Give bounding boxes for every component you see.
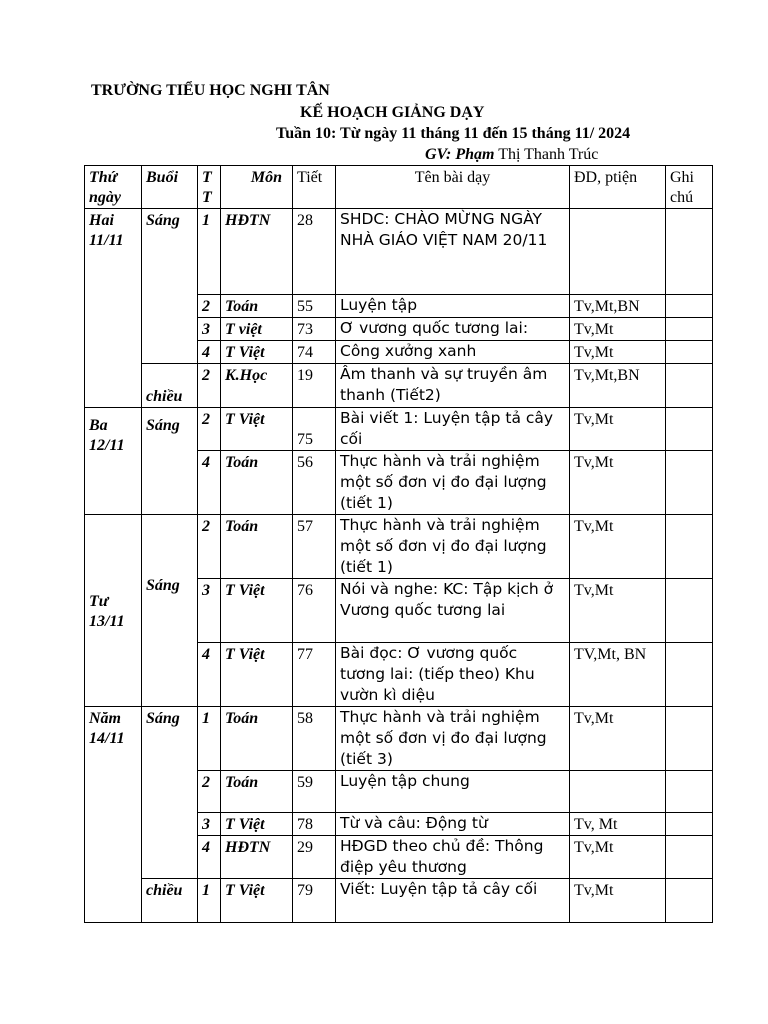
note-cell [666,364,713,408]
subject-cell: Toán [221,707,293,771]
table-row [85,879,713,923]
lesson-cell: Viết: Luyện tập tả cây cối [336,879,570,923]
lesson-cell: Bài đọc: Ơ vương quốc tương lai: (tiếp theo) Khu vườn kì diệu [336,643,570,707]
lesson-cell: Luyện tập chung [336,771,570,813]
period-cell: 59 [293,771,336,813]
period-cell: 76 [293,579,336,643]
subject-cell: T việt [221,318,293,341]
order-cell: 4 [198,451,221,515]
order-cell: 3 [198,813,221,836]
order-cell: 4 [198,836,221,879]
day-cell: Ba 12/11 [85,408,142,515]
period-cell: 75 [293,408,336,451]
header-row [85,166,713,209]
day-cell: Năm 14/11 [85,707,142,923]
note-cell [666,408,713,451]
subject-cell: T Việt [221,643,293,707]
equipment-cell: TV,Mt, BN [570,643,666,707]
note-cell [666,209,713,295]
subject-cell: T Việt [221,408,293,451]
note-cell [666,879,713,923]
teacher-line [425,146,598,164]
day-cell: Tư 13/11 [85,515,142,707]
period-cell: 77 [293,643,336,707]
equipment-cell: Tv,Mt [570,451,666,515]
lesson-cell: Bài viết 1: Luyện tập tả cây cối [336,408,570,451]
session-cell: Sáng [142,209,198,364]
school-name: TRƯỜNG TIỂU HỌC NGHI TÂN [91,82,330,99]
subject-cell: Toán [221,451,293,515]
note-cell [666,451,713,515]
header-equipment: ĐD, ptiện [570,166,666,209]
subject-cell: HĐTN [221,209,293,295]
note-cell [666,707,713,771]
table-row [85,408,713,451]
header-day: Thứ ngày [85,166,142,209]
order-cell: 3 [198,579,221,643]
period-cell: 78 [293,813,336,836]
period-cell: 19 [293,364,336,408]
order-cell: 4 [198,643,221,707]
teaching-schedule-table [84,165,713,923]
subject-cell: T Việt [221,813,293,836]
subject-cell: Toán [221,771,293,813]
session-cell: Sáng [142,408,198,515]
period-cell: 57 [293,515,336,579]
subject-cell: T Việt [221,879,293,923]
lesson-cell: Thực hành và trải nghiệm một số đơn vị đo đại lượng (tiết 3) [336,707,570,771]
session-cell: chiều [142,879,198,923]
order-cell: 2 [198,364,221,408]
lesson-cell: Âm thanh và sự truyền âm thanh (Tiết2) [336,364,570,408]
order-cell: 2 [198,771,221,813]
note-cell [666,771,713,813]
note-cell [666,341,713,364]
subject-cell: Toán [221,295,293,318]
day-cell: Hai 11/11 [85,209,142,408]
note-cell [666,836,713,879]
order-cell: 1 [198,209,221,295]
period-cell: 29 [293,836,336,879]
order-cell: 4 [198,341,221,364]
header-order: T T [198,166,221,209]
period-cell: 79 [293,879,336,923]
period-cell: 56 [293,451,336,515]
note-cell [666,579,713,643]
period-cell: 58 [293,707,336,771]
note-cell [666,295,713,318]
table-row [85,515,713,579]
lesson-cell: Ơ vương quốc tương lai: [336,318,570,341]
session-cell: Sáng [142,515,198,707]
lesson-cell: Nói và nghe: KC: Tập kịch ở Vương quốc tương lai [336,579,570,643]
order-cell: 2 [198,408,221,451]
header-subject: Môn [221,166,293,209]
header-note: Ghi chú [666,166,713,209]
order-cell: 2 [198,295,221,318]
period-cell: 55 [293,295,336,318]
equipment-cell: Tv, Mt [570,813,666,836]
session-cell: Sáng [142,707,198,879]
equipment-cell: Tv,Mt [570,879,666,923]
lesson-cell: Luyện tập [336,295,570,318]
header-lesson: Tên bài dạy [336,166,570,209]
lesson-cell: Thực hành và trải nghiệm một số đơn vị đo đại lượng (tiết 1) [336,515,570,579]
equipment-cell: Tv,Mt [570,515,666,579]
session-cell: chiều [142,364,198,408]
equipment-cell: Tv,Mt,BN [570,295,666,318]
equipment-cell: Tv,Mt [570,408,666,451]
header-session: Buổi [142,166,198,209]
plan-title: KẾ HOẠCH GIẢNG DẠY [300,104,485,121]
period-cell: 73 [293,318,336,341]
week-range: Tuần 10: Từ ngày 11 tháng 11 đến 15 tháng 11/ 2024 [276,125,631,142]
equipment-cell [570,209,666,295]
order-cell: 2 [198,515,221,579]
equipment-cell [570,771,666,813]
order-cell: 3 [198,318,221,341]
lesson-cell: Công xưởng xanh [336,341,570,364]
subject-cell: T Việt [221,341,293,364]
lesson-cell: HĐGD theo chủ đề: Thông điệp yêu thương [336,836,570,879]
period-cell: 28 [293,209,336,295]
subject-cell: Toán [221,515,293,579]
teacher-name: Thị Thanh Trúc [494,146,599,163]
note-cell [666,318,713,341]
period-cell: 74 [293,341,336,364]
lesson-cell: Thực hành và trải nghiệm một số đơn vị đo đại lượng (tiết 1) [336,451,570,515]
table-row [85,707,713,771]
equipment-cell: Tv,Mt,BN [570,364,666,408]
subject-cell: HĐTN [221,836,293,879]
equipment-cell: Tv,Mt [570,579,666,643]
equipment-cell: Tv,Mt [570,341,666,364]
header-period: Tiết [293,166,336,209]
equipment-cell: Tv,Mt [570,707,666,771]
subject-cell: T Việt [221,579,293,643]
equipment-cell: Tv,Mt [570,318,666,341]
lesson-cell: Từ và câu: Động từ [336,813,570,836]
table-row [85,364,713,408]
note-cell [666,515,713,579]
note-cell [666,813,713,836]
order-cell: 1 [198,707,221,771]
lesson-cell: SHDC: CHÀO MỪNG NGÀY NHÀ GIÁO VIỆT NAM 20/11 [336,209,570,295]
order-cell: 1 [198,879,221,923]
equipment-cell: Tv,Mt [570,836,666,879]
teacher-label: GV: Phạm [425,146,495,163]
table-row [85,209,713,295]
note-cell [666,643,713,707]
subject-cell: K.Học [221,364,293,408]
